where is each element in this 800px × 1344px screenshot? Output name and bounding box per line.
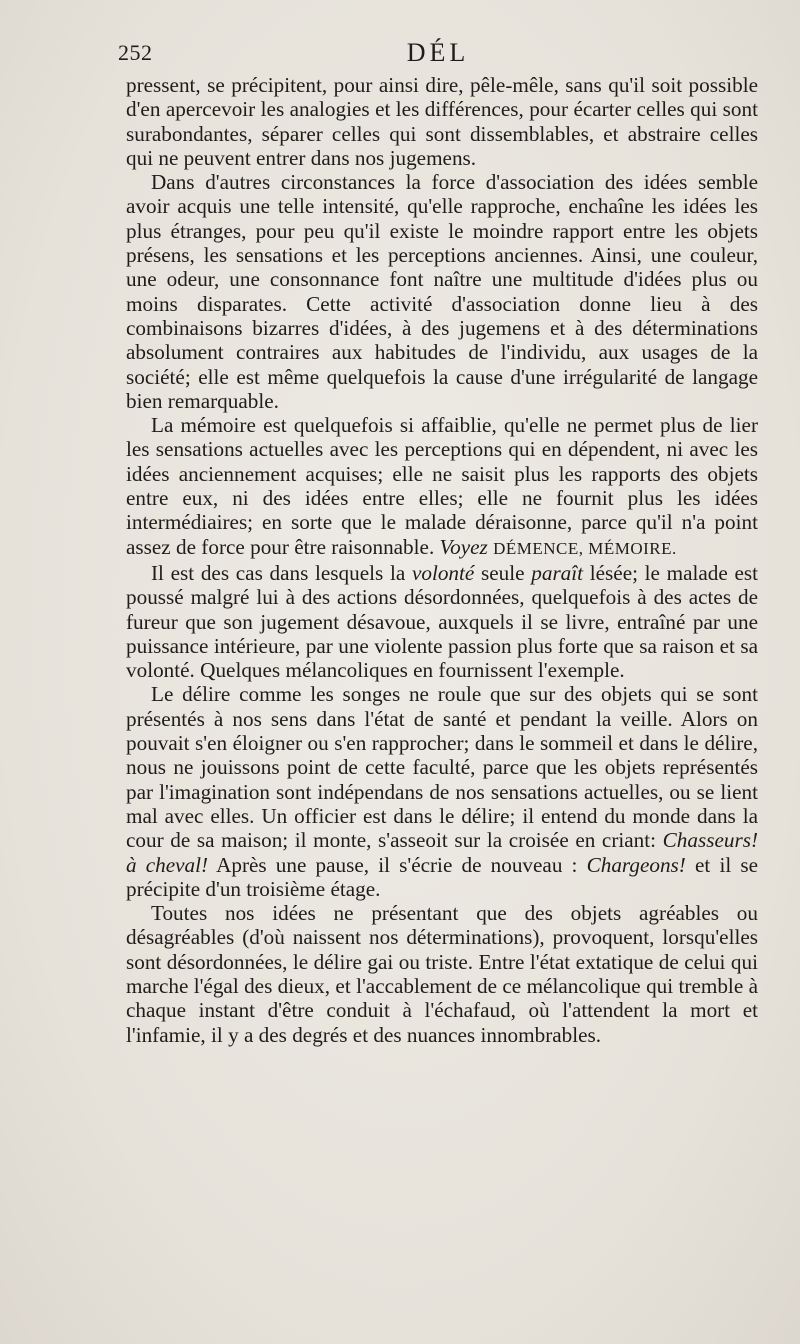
- paragraph-6: Toutes nos idées ne présentant que des objets agréables ou désagréables (d'où naissent nos déterminations), provoquent, lorsqu'elles sont désordonnées, le délire gai ou triste. Entre l'état extatique de celui qui marche l'égal des dieux, et l'accablement de ce mélancolique qui tremble à chaque instant d'être conduit à l'échafaud, où l'attendent la mort et l'infamie, il y a des degrés et des nuances innombrables.: [126, 901, 758, 1047]
- running-head: DÉL: [406, 38, 470, 67]
- cross-references: DÉMENCE, MÉMOIRE.: [493, 538, 677, 558]
- paragraph-1: pressent, se précipitent, pour ainsi dire, pêle-mêle, sans qu'il soit possible d'en apercevoir les analogies et les différences, pour écarter celles qui sont surabondantes, séparer celles qui sont dissemblables, et abstraire celles qui ne peuvent entrer dans nos jugemens.: [126, 73, 758, 170]
- paragraph-3-text: La mémoire est quelquefois si affaiblie, qu'elle ne permet plus de lier les sensations actuelles avec les perceptions qui en dépendent, ni avec les idées anciennement acquises; elle ne saisit plus les rapports des objets entre eux, ni des idées entre elles; elle ne fournit plus les idées intermédiaires; en sorte que le malade déraisonne, parce qu'il n'a point assez de force pour être raisonnable.: [126, 413, 758, 559]
- quote-chasseurs: Chasseurs! à cheval!: [126, 828, 759, 877]
- page-number: 252: [118, 40, 153, 65]
- paragraph-4-text-a: Il est des cas dans lesquels la: [151, 560, 406, 585]
- paragraph-5: [126, 682, 758, 901]
- paragraph-4: [126, 561, 758, 682]
- paragraph-5-text-a: Le délire comme les songes ne roule que sur des objets qui se sont présentés à nos sens dans l'état de santé et pendant la veille. Alors on pouvait s'en éloigner ou s'en rapprocher; dans le sommeil et dans le délire, nous ne jouissons point de cette faculté, parce que les objets représentés par l'imagination sont indépendans de nos sensations actuelles, ou se lient mal avec elles. Un officier est dans le délire; il entend du monde dans la cour de sa maison; il monte, s'asseoit sur la croisée en criant:: [126, 682, 758, 853]
- emphasis-volonte: volonté: [411, 560, 475, 585]
- paragraph-5-text-c: et il se précipite d'un troisième étage.: [126, 852, 759, 901]
- quote-chargeons: Chargeons!: [586, 852, 686, 877]
- paragraph-2: Dans d'autres circonstances la force d'association des idées semble avoir acquis une telle intensité, qu'elle rapproche, enchaîne les idées les plus étranges, pour peu qu'il existe le moindre rapport entre les objets présens, les sensations et les perceptions anciennes. Ainsi, une couleur, une odeur, une consonnance font naître une multitude d'idées plus ou moins disparates. Cette activité d'association donne lieu à des combinaisons bizarres d'idées, à des jugemens et à des déterminations absolument contraires aux habitudes de l'individu, aux usages de la société; elle est même quelquefois la cause d'une irrégularité de langage bien remarquable.: [126, 170, 758, 413]
- voyez-label: Voyez: [439, 534, 488, 559]
- page-header: [118, 34, 758, 70]
- paragraph-4-text-c: lésée; le malade est poussé malgré lui à des actions désordonnées, quelquefois à des actes de fureur que son jugement désavoue, auxquels il se livre, entraîné par une puissance intérieure, par une violente passion plus forte que sa raison et sa volonté. Quelques mélancoliques en fournissent l'exemple.: [126, 560, 759, 683]
- body-text: [126, 73, 758, 1047]
- paragraph-4-text-b: seule: [481, 560, 525, 585]
- emphasis-parait: paraît: [531, 560, 584, 585]
- paragraph-5-text-b: Après une pause, il s'écrie de nouveau :: [216, 852, 578, 877]
- paragraph-3: [126, 413, 758, 561]
